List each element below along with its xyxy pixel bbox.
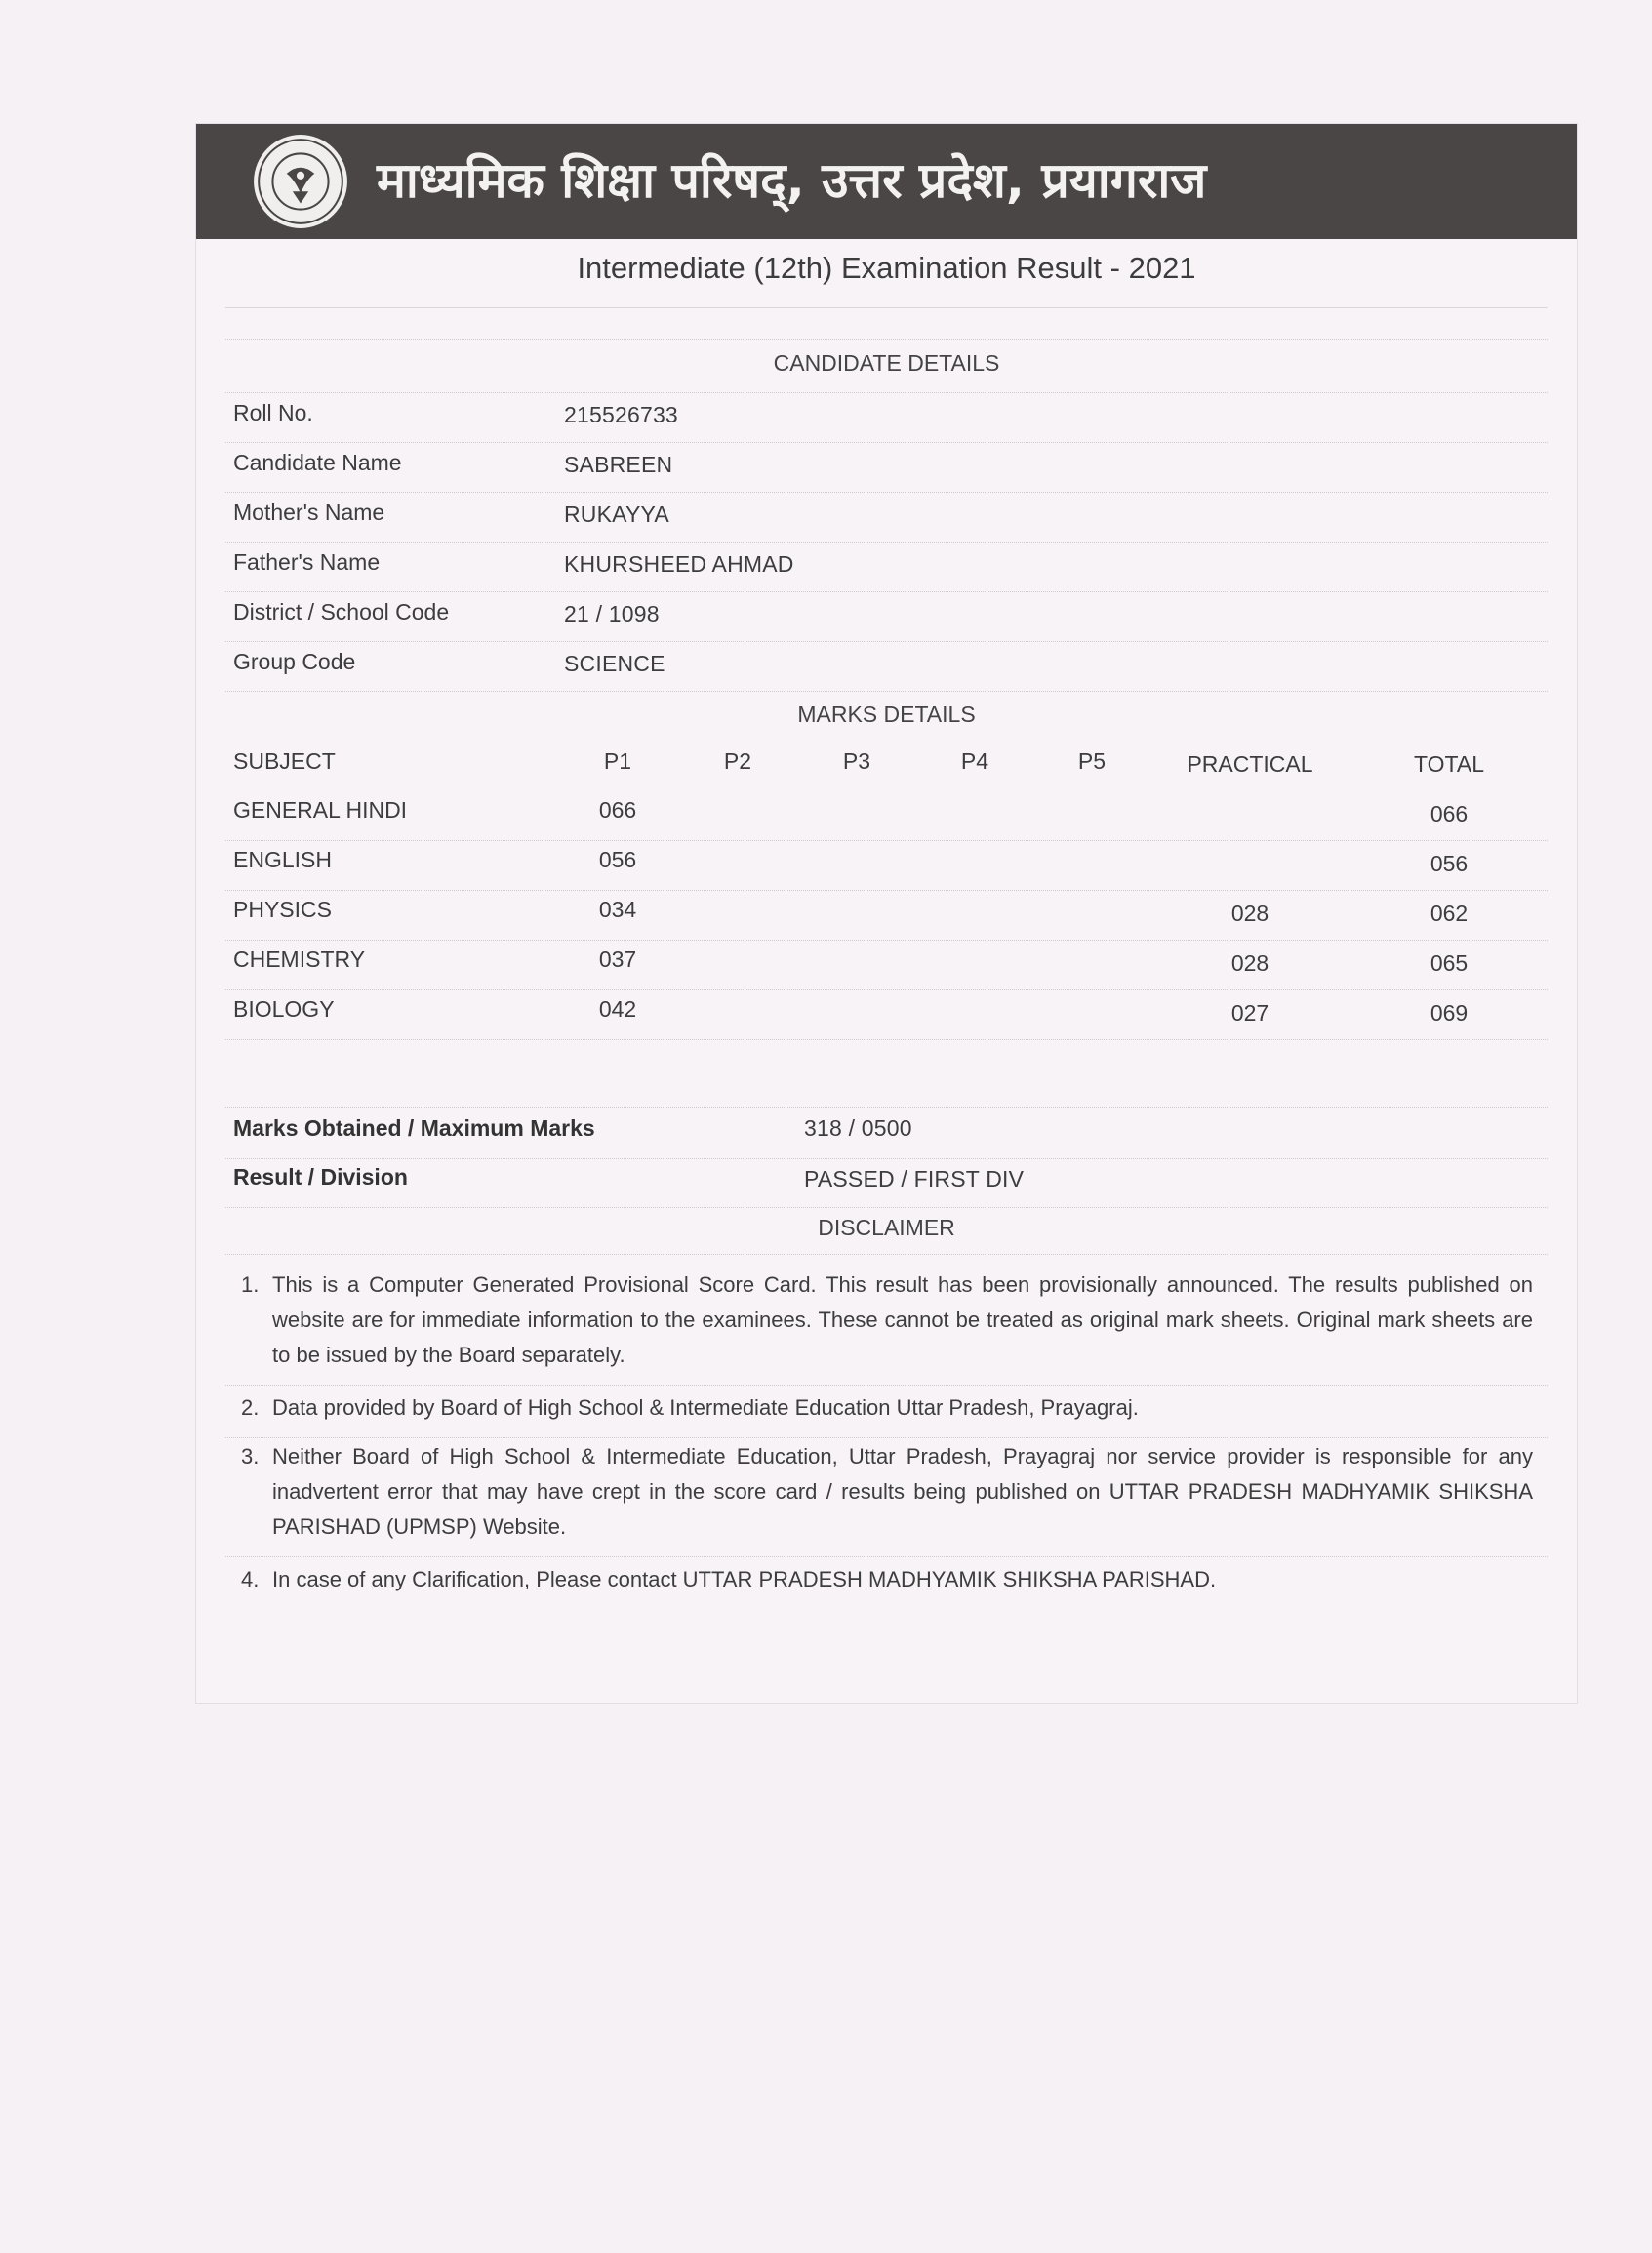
marks-cell: 034 [598,897,637,922]
candidate-field-label: Mother's Name [233,500,385,525]
result-division-label: Result / Division [233,1164,408,1189]
table-row-divider [225,840,1548,841]
table-row-divider [225,890,1548,891]
subject-name: CHEMISTRY [233,946,366,972]
marks-cell: 028 [1230,950,1269,976]
divider [225,442,1548,443]
subject-name: PHYSICS [233,897,332,922]
candidate-field-value: SCIENCE [564,651,665,676]
marks-obtained-label: Marks Obtained / Maximum Marks [233,1115,595,1141]
marks-column-header: SUBJECT [233,748,336,774]
divider [225,1437,1548,1438]
divider [225,492,1548,493]
marks-column-header: P1 [603,748,632,774]
marks-column-header: PRACTICAL [1187,751,1313,777]
divider [225,1158,1548,1159]
divider [225,641,1548,642]
marks-obtained-value: 318 / 0500 [804,1115,912,1141]
table-row-divider [225,1039,1548,1040]
divider [225,1254,1548,1255]
marks-cell: 066 [1430,801,1469,826]
divider [225,307,1548,308]
divider [225,1556,1548,1557]
candidate-field-label: Group Code [233,649,356,674]
candidate-field-label: District / School Code [233,599,450,624]
marks-column-header: P5 [1077,748,1107,774]
divider [225,1107,1548,1108]
disclaimer-number: 2. [241,1395,260,1420]
marks-cell: 027 [1230,1000,1269,1026]
candidate-field-value: 21 / 1098 [564,601,660,626]
marks-cell: 056 [598,847,637,872]
marks-column-header: P2 [723,748,752,774]
divider [225,542,1548,543]
candidate-section-title: CANDIDATE DETAILS [773,350,1000,376]
subject-name: GENERAL HINDI [233,797,408,823]
candidate-field-value: RUKAYYA [564,502,669,527]
marks-cell: 028 [1230,901,1269,926]
exam-title: Intermediate (12th) Examination Result - 2021 [577,251,1196,285]
disclaimer-number: 4. [241,1567,260,1591]
marks-column-header: P4 [960,748,989,774]
marks-column-header: TOTAL [1414,751,1484,777]
header-banner [196,124,1577,239]
disclaimer-text: This is a Computer Generated Provisional Score Card. This result has been provisionally announced. The results published on website are for immediate information to the examinees. These cannot be treated as original mark sheets. Original mark sheets are to be issued by the Board separately. [272,1272,1533,1367]
disclaimer-number: 3. [241,1444,260,1468]
marks-column-header: P3 [842,748,871,774]
divider [225,691,1548,692]
marks-cell: 065 [1430,950,1469,976]
disclaimer-text: In case of any Clarification, Please contact UTTAR PRADESH MADHYAMIK SHIKSHA PARISHAD. [272,1567,1217,1591]
subject-name: ENGLISH [233,847,332,872]
divider [225,339,1548,340]
marks-section-title: MARKS DETAILS [797,702,976,727]
table-row-divider [225,989,1548,990]
divider [225,1385,1548,1386]
marks-cell: 062 [1430,901,1469,926]
candidate-field-value: SABREEN [564,452,673,477]
disclaimer-text: Data provided by Board of High School & Intermediate Education Uttar Pradesh, Prayagraj. [272,1395,1139,1420]
subject-name: BIOLOGY [233,996,335,1022]
divider [225,392,1548,393]
candidate-field-label: Father's Name [233,549,381,575]
marks-cell: 037 [598,946,637,972]
disclaimer-title: DISCLAIMER [818,1215,955,1240]
result-sheet [195,123,1578,1704]
marks-cell: 069 [1430,1000,1469,1026]
disclaimer-number: 1. [241,1272,260,1297]
board-title: माध्यमिक शिक्षा परिषद्, उत्तर प्रदेश, प्रयागराज [377,152,1207,209]
upmsp-emblem-icon [251,132,350,231]
marks-cell: 056 [1430,851,1469,876]
marks-cell: 042 [598,996,637,1022]
table-row-divider [225,940,1548,941]
marks-cell: 066 [598,797,637,823]
divider [225,1207,1548,1208]
candidate-field-value: 215526733 [564,402,678,427]
divider [225,591,1548,592]
disclaimer-text: Neither Board of High School & Intermediate Education, Uttar Pradesh, Prayagraj nor service provider is responsible for any inadvertent error that may have crept in the score card / results being published on UTTAR PRADESH MADHYAMIK SHIKSHA PARISHAD (UPMSP) Website. [272,1444,1533,1539]
result-division-value: PASSED / FIRST DIV [804,1166,1025,1191]
candidate-field-value: KHURSHEED AHMAD [564,551,794,577]
candidate-field-label: Candidate Name [233,450,402,475]
candidate-field-label: Roll No. [233,400,313,425]
